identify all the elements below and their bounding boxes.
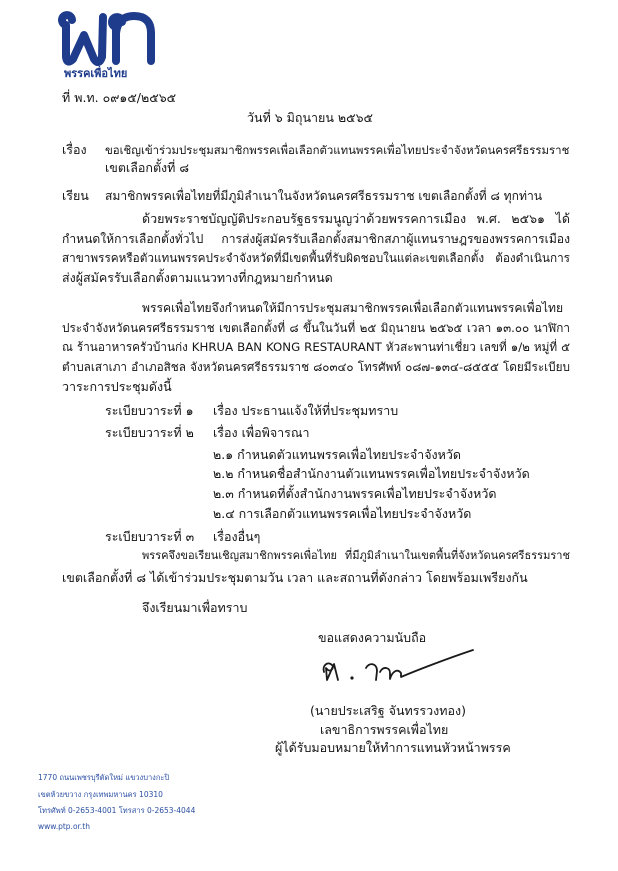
footer-phone-fax: โทรศัพท์ 0-2653-4001 โทรสาร 0-2653-4044 [38,806,196,815]
agenda-subitem: ๒.๒ กำหนดชื่อสำนักงานตัวแทนพรรคเพื่อไทยประจำจังหวัด [213,466,530,481]
paragraph-2-line: พรรคเพื่อไทยจึงกำหนดให้มีการประชุมสมาชิกพรรคเพื่อเลือกตัวแทนพรรคเพื่อไทย [142,301,564,315]
paragraph-2-line: วาระการประชุมดังนี้ [62,379,172,394]
paragraph-2-line: ณ ร้านอาหารครัวบ้านก่ง KHRUA BAN KONG RESTAURANT หัวสะพานท่าเชี่ยว เลขที่ ๑/๒ หมู่ที่ ๕ [62,340,570,354]
handwritten-signature [318,646,478,688]
party-logo [58,11,158,67]
letter-date: วันที่ ๖ มิถุนายน ๒๕๖๕ [247,110,373,125]
addressee-label: เรียน [62,188,89,203]
closing-paragraph-line: พรรคจึงขอเรียนเชิญสมาชิกพรรคเพื่อไทย ที่มีภูมิลำเนาในเขตพื้นที่จังหวัดนครศรีธรรมราช [142,549,570,562]
footer-address-line: เขตห้วยขวาง กรุงเทพมหานคร 10310 [38,790,163,799]
footer-address-line: 1770 ถนนเพชรบุรีตัดใหม่ แขวงบางกะปิ [38,773,170,782]
agenda-item-label: ระเบียบวาระที่ ๒ [105,425,194,440]
closing-line: จึงเรียนมาเพื่อทราบ [142,600,248,615]
paragraph-1-line: ส่งผู้สมัครรับเลือกตั้งตามแนวทางที่กฎหมายกำหนด [62,270,333,285]
agenda-item-label: ระเบียบวาระที่ ๑ [105,403,194,418]
addressee-text: สมาชิกพรรคเพื่อไทยที่มีภูมิลำเนาในจังหวัดนครศรีธรรมราช เขตเลือกตั้งที่ ๘ ทุกท่าน [105,189,543,203]
agenda-item-text: เรื่อง ประธานแจ้งให้ที่ประชุมทราบ [213,403,399,418]
party-name: พรรคเพื่อไทย [64,67,128,80]
agenda-subitem: ๒.๔ การเลือกตัวแทนพรรคเพื่อไทยประจำจังหวัด [213,506,472,521]
agenda-subitem: ๒.๓ กำหนดที่ตั้งสำนักงานพรรคเพื่อไทยประจำจังหวัด [213,486,497,501]
subject-line: เขตเลือกตั้งที่ ๘ [105,160,190,175]
signatory-authority: ผู้ได้รับมอบหมายให้ทำการแทนหัวหน้าพรรค [275,740,511,755]
closing-paragraph-line: เขตเลือกตั้งที่ ๘ ได้เข้าร่วมประชุมตามวัน เวลา และสถานที่ดังกล่าว โดยพร้อมเพรียงกัน [62,570,528,585]
signatory-name: (นายประเสริฐ จันทรรวงทอง) [310,703,466,718]
paragraph-2-line: ประจำจังหวัดนครศรีธรรมราช เขตเลือกตั้งที่ ๘ ขึ้นในวันที่ ๒๕ มิถุนายน ๒๕๖๕ เวลา ๑๓.๐๐ นาฬิกา [62,321,570,335]
reference-number: ที่ พ.ท. ๐๙๑๕/๒๕๖๕ [62,90,177,105]
agenda-item-text: เรื่อง เพื่อพิจารณา [213,425,310,440]
footer-website: www.ptp.or.th [38,822,91,831]
paragraph-1-line: ด้วยพระราชบัญญัติประกอบรัฐธรรมนูญว่าด้วยพรรคการเมือง พ.ศ. ๒๕๖๑ ได้ [142,211,570,226]
signatory-position: เลขาธิการพรรคเพื่อไทย [320,722,449,737]
subject-line: ขอเชิญเข้าร่วมประชุมสมาชิกพรรคเพื่อเลือกตัวแทนพรรคเพื่อไทยประจำจังหวัดนครศรีธรรมราช [105,143,570,157]
paragraph-1-line: สาขาพรรคหรือตัวแทนพรรคประจำจังหวัดที่มีเขตพื้นที่รับผิดชอบในแต่ละเขตเลือกตั้ง ต้องดำเนินการ [62,251,570,265]
agenda-subitem: ๒.๑ กำหนดตัวแทนพรรคเพื่อไทยประจำจังหวัด [213,447,461,462]
paragraph-2-line: ตำบลเสาเภา อำเภอสิชล จังหวัดนครศรีธรรมราช ๘๐๓๔๐ โทรศัพท์ ๐๘๗-๑๓๔-๘๕๕๕ โดยมีระเบียบ [62,360,570,374]
agenda-item-text: เรื่องอื่นๆ [213,529,261,544]
paragraph-1-line: กำหนดให้การเลือกตั้งทั่วไป การส่งผู้สมัครรับเลือกตั้งสมาชิกสภาผู้แทนราษฎรของพรรคการเมือง [62,232,570,246]
agenda-item-label: ระเบียบวาระที่ ๓ [105,529,195,544]
salutation: ขอแสดงความนับถือ [318,630,427,645]
subject-label: เรื่อง [62,142,87,157]
